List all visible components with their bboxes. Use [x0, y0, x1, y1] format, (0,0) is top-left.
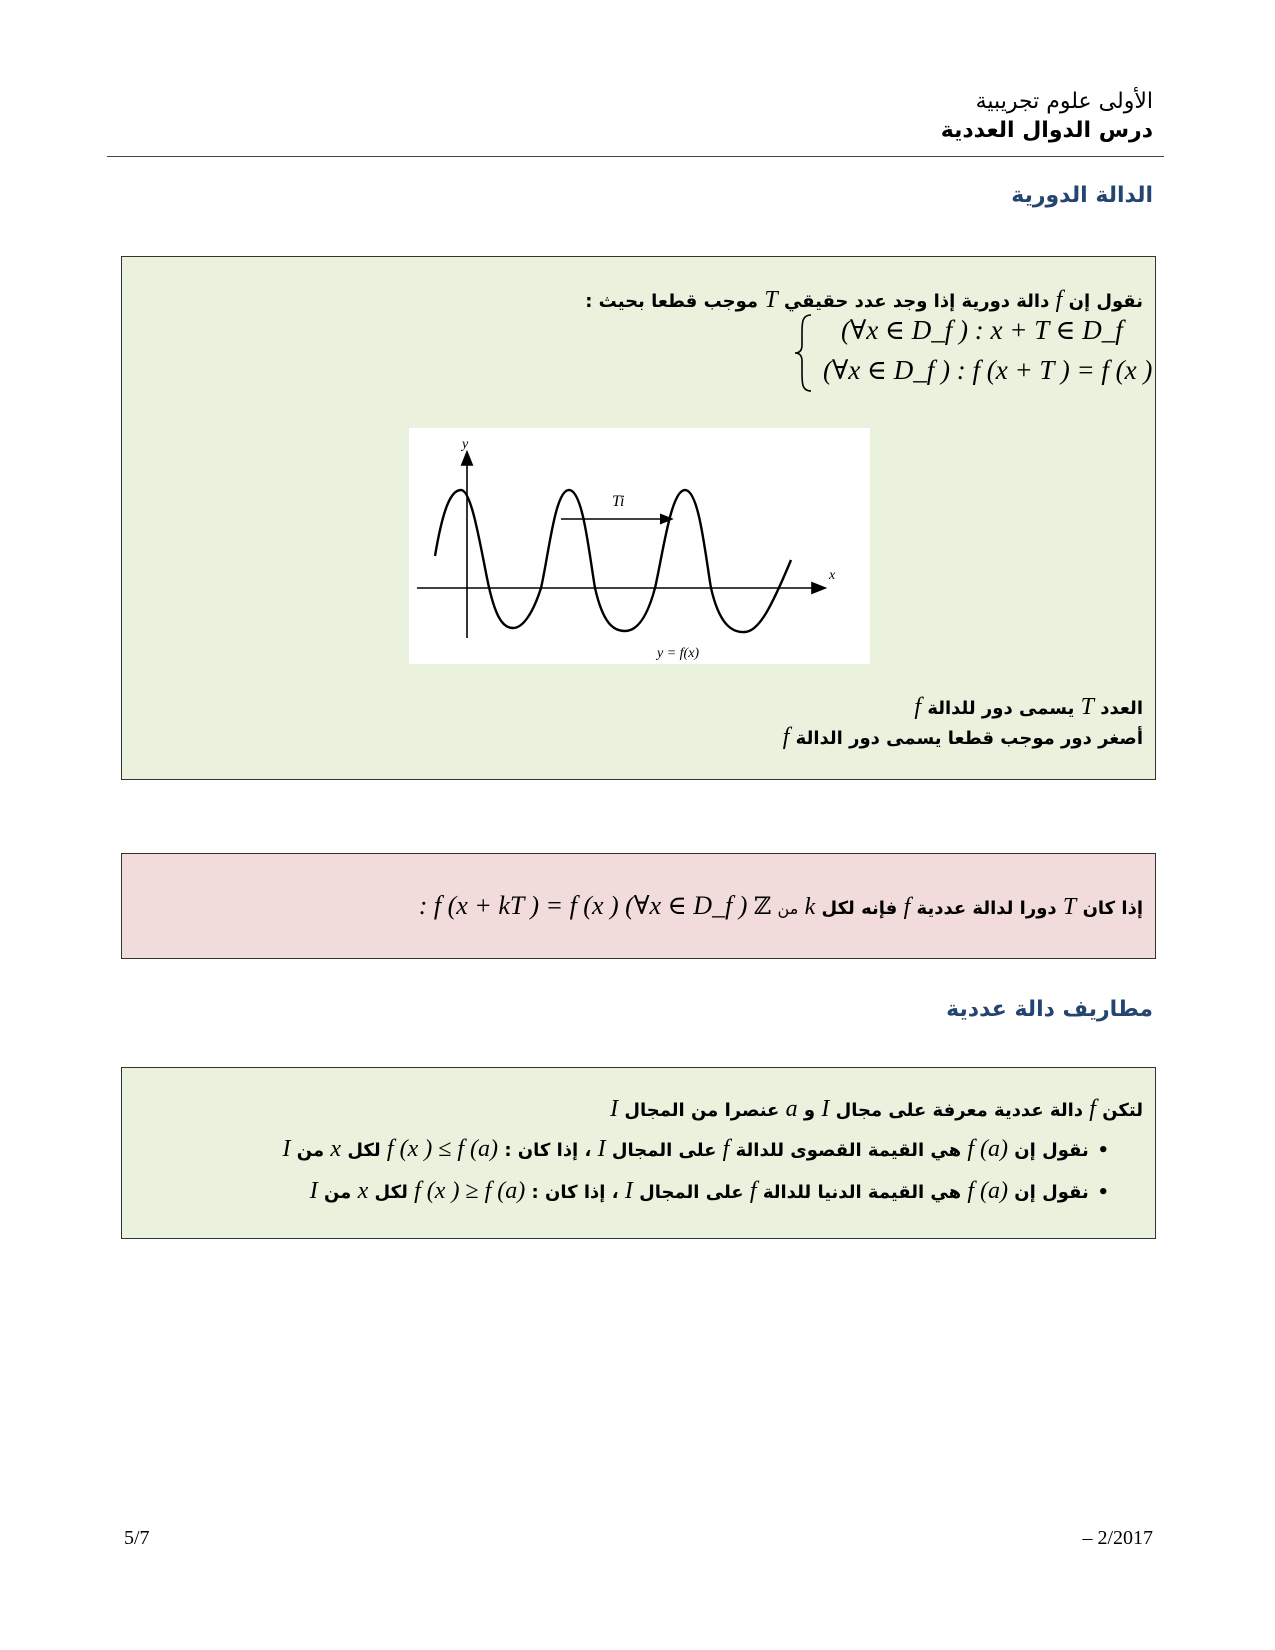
- max-text-a: نقول إن: [1014, 1140, 1089, 1161]
- min-inequality: f (x ) ≥ f (a): [414, 1178, 526, 1204]
- minimum-item: [310, 1178, 1109, 1205]
- prop-var-T: T: [1062, 894, 1077, 920]
- prop-text-a: إذا كان: [1082, 898, 1143, 919]
- periodic-graph: [409, 428, 870, 664]
- bullet-icon: •: [1097, 1140, 1109, 1161]
- min-text-b: هي القيمة الدنيا للدالة: [762, 1182, 962, 1203]
- max-inequality: f (x ) ≤ f (a): [386, 1136, 499, 1162]
- min-text-f: من: [323, 1182, 352, 1203]
- property-line: [419, 891, 1143, 921]
- note2-var-f: f: [782, 724, 790, 750]
- header-divider: [107, 156, 1164, 157]
- max-text-c: على المجال: [611, 1140, 717, 1161]
- bullet-icon: •: [1097, 1182, 1109, 1203]
- max-text-d: ، إذا كان :: [504, 1140, 592, 1161]
- min-var-I: I: [624, 1178, 633, 1204]
- max-expr-fa: f (a): [967, 1136, 1009, 1162]
- page-number: 5/7: [124, 1527, 150, 1549]
- def-text-c: موجب قطعا بحيث :: [585, 291, 759, 312]
- intro-var-I: I: [821, 1096, 830, 1122]
- prop-text-b: دورا لدالة عددية: [916, 898, 1057, 919]
- maximum-item: [282, 1136, 1109, 1163]
- note1-text-a: العدد: [1100, 698, 1143, 719]
- lesson-title: درس الدوال العددية: [940, 118, 1153, 143]
- def-text-a: نقول إن: [1068, 291, 1143, 312]
- prop-var-k: k: [804, 894, 816, 920]
- min-var-x: x: [357, 1178, 369, 1204]
- min-text-e: لكل: [374, 1182, 408, 1203]
- prop-text-d: من: [777, 899, 799, 918]
- min-expr-fa: f (a): [967, 1178, 1009, 1204]
- min-var-f: f: [749, 1178, 757, 1204]
- school-year: – 2/2017: [1082, 1527, 1153, 1549]
- max-text-f: من: [296, 1140, 325, 1161]
- extrema-intro: [610, 1096, 1143, 1123]
- system-row-1: (∀x ∈ D_f ) : x + T ∈ D_f: [841, 315, 1123, 345]
- page-header: [941, 88, 1153, 146]
- def-var-f: f: [1055, 287, 1063, 313]
- note1-var-T: T: [1080, 694, 1094, 720]
- note2-text-a: أصغر دور موجب قطعا يسمى دور الدالة: [795, 728, 1143, 749]
- prop-text-c: فإنه لكل: [821, 898, 898, 919]
- extrema-box: [121, 1067, 1156, 1239]
- max-var-x: x: [330, 1136, 342, 1162]
- min-text-d: ، إذا كان :: [531, 1182, 619, 1203]
- intro-text-c: و: [803, 1100, 816, 1121]
- max-var-I: I: [597, 1136, 606, 1162]
- max-text-b: هي القيمة القصوى للدالة: [735, 1140, 962, 1161]
- section-title-periodic: الدالة الدورية: [1011, 183, 1153, 208]
- section-title-extrema: مطاريف دالة عددية: [946, 997, 1153, 1022]
- curve-label: y = f(x): [657, 646, 700, 661]
- prop-var-f: f: [903, 894, 911, 920]
- min-var-I2: I: [309, 1178, 318, 1204]
- max-var-I2: I: [282, 1136, 291, 1162]
- intro-var-I2: I: [610, 1096, 619, 1122]
- level-label: الأولى علوم تجريبية: [975, 89, 1153, 114]
- prop-formula: : f (x + kT ) = f (x ) (∀x ∈ D_f ): [418, 891, 748, 920]
- intro-text-d: عنصرا من المجال: [624, 1100, 780, 1121]
- intro-var-a: a: [785, 1096, 798, 1122]
- prop-set-Z: ℤ: [753, 894, 772, 920]
- vector-label: Ti: [612, 493, 625, 510]
- def-text-b: دالة دورية إذا وجد عدد حقيقي: [783, 291, 1050, 312]
- definition-box: [121, 256, 1156, 780]
- note-period: [914, 694, 1143, 721]
- property-box: [121, 853, 1156, 959]
- intro-text-a: لتكن: [1102, 1100, 1143, 1121]
- intro-var-f: f: [1089, 1096, 1096, 1122]
- definition-line: [585, 287, 1143, 314]
- definition-system: [793, 313, 1153, 393]
- min-text-a: نقول إن: [1014, 1182, 1089, 1203]
- x-axis-label: x: [829, 568, 836, 583]
- def-var-T: T: [764, 287, 778, 313]
- sine-curve: [435, 490, 791, 632]
- note-smallest-period: [783, 724, 1143, 751]
- note1-var-f: f: [914, 694, 922, 720]
- note1-text-b: يسمى دور للدالة: [927, 698, 1075, 719]
- y-axis-label: y: [462, 437, 469, 452]
- left-brace-icon: [793, 313, 815, 393]
- max-text-e: لكل: [347, 1140, 381, 1161]
- intro-text-b: دالة عددية معرفة على مجال: [835, 1100, 1083, 1121]
- min-text-c: على المجال: [639, 1182, 744, 1203]
- system-row-2: (∀x ∈ D_f ) : f (x + T ) = f (x ): [823, 355, 1153, 385]
- max-var-f: f: [722, 1136, 730, 1162]
